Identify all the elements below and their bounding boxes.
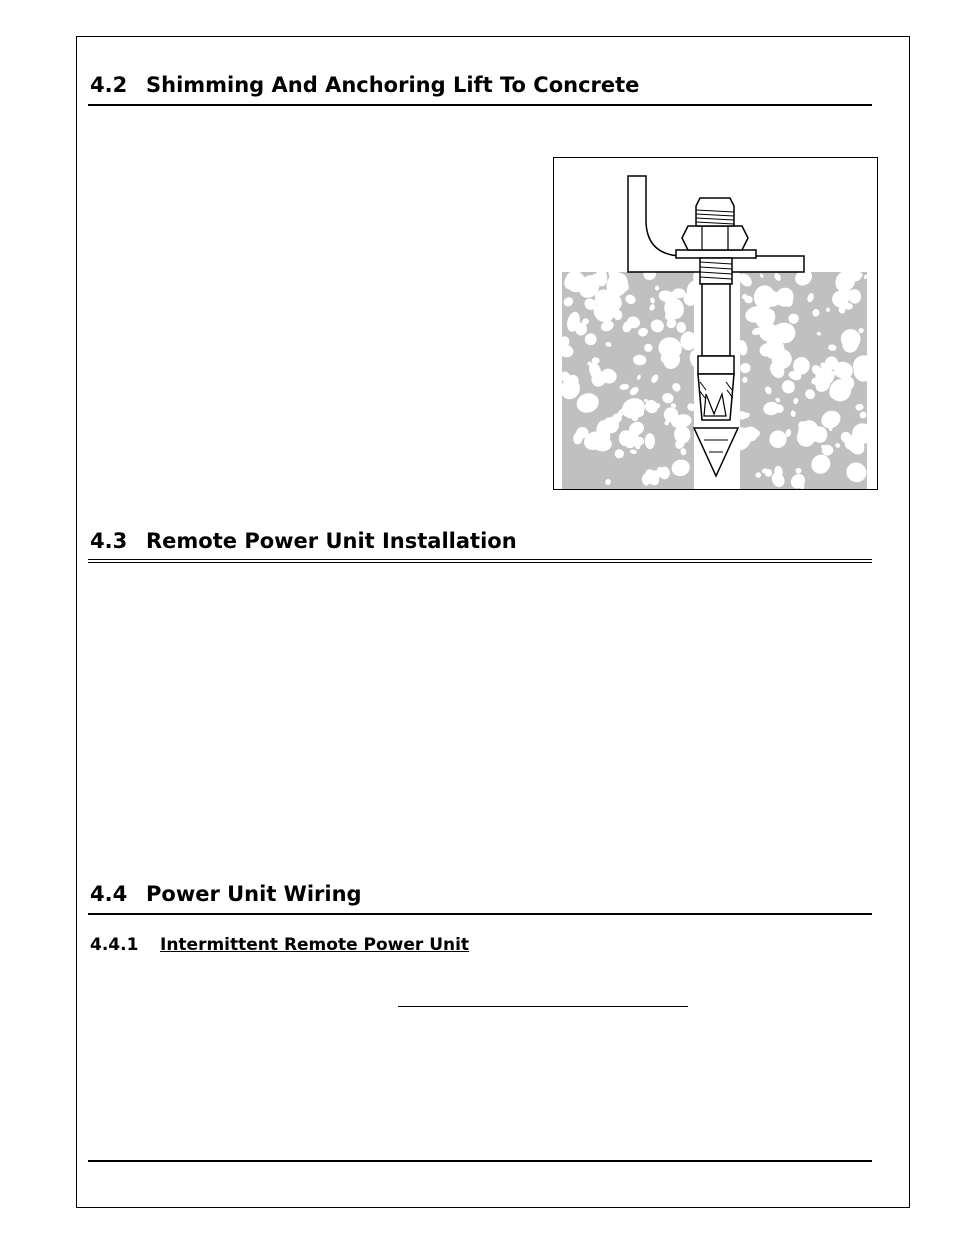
section-rule xyxy=(88,913,872,915)
footer-rule xyxy=(88,1160,872,1162)
washer xyxy=(676,250,756,258)
section-title: Power Unit Wiring xyxy=(146,882,362,906)
bolt-shank xyxy=(702,284,730,356)
section-rule xyxy=(88,559,872,563)
subsection-number: 4.4.1 xyxy=(90,935,139,955)
anchor-bolt-figure xyxy=(553,157,878,490)
bolt-collar xyxy=(698,356,734,374)
subsection-title: Intermittent Remote Power Unit xyxy=(160,935,470,955)
section-title: Remote Power Unit Installation xyxy=(146,529,517,553)
subsection-heading-4-4-1 xyxy=(90,934,469,956)
section-heading-4-3 xyxy=(90,528,872,554)
section-number: 4.3 xyxy=(90,529,128,553)
section-title: Shimming And Anchoring Lift To Concrete xyxy=(146,73,640,97)
section-heading-4-2 xyxy=(90,72,872,98)
underline-blank xyxy=(398,1006,688,1007)
section-rule xyxy=(88,104,872,106)
section-number: 4.4 xyxy=(90,882,128,906)
section-number: 4.2 xyxy=(90,73,128,97)
section-heading-4-4 xyxy=(90,881,872,907)
anchor-bolt-in-concrete-icon xyxy=(554,158,877,489)
hex-nut xyxy=(682,226,748,250)
